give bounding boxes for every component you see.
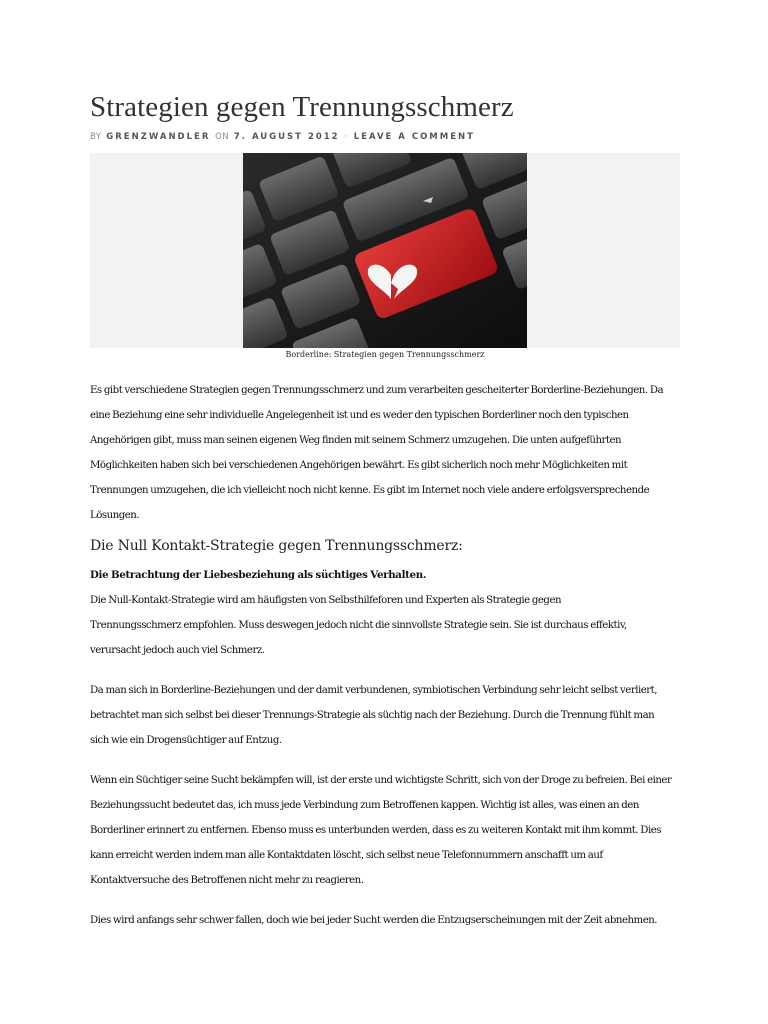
paragraph-line: Wenn ein Süchtiger seine Sucht bekämpfen will, ist der erste und wichtigste Schritt, sich von der Droge zu befreien. Bei einer <box>90 775 672 786</box>
leave-comment-link[interactable]: LEAVE A COMMENT <box>353 132 475 142</box>
author-link[interactable]: GRENZWANDLER <box>106 132 211 142</box>
section-body <box>90 563 690 933</box>
paragraph-line: Da man sich in Borderline-Beziehungen und der damit verbundenen, symbiotischen Verbindung sehr leicht selbst verliert, <box>90 685 657 696</box>
paragraph-line: Borderliner erinnert zu entfernen. Ebenso muss es unterbunden werden, dass es zu weiteren Kontakt mit ihm kommt. Dies <box>90 825 661 836</box>
intro-line: Trennungen umzugehen, die ich vielleicht noch nicht kenne. Es gibt im Internet noch viele andere erfolgsversprechende <box>90 485 650 496</box>
paragraph-line: Die Null-Kontakt-Strategie wird am häufigsten von Selbsthilfeforen und Experten als Strategie gegen <box>90 595 562 606</box>
section-heading: Die Null Kontakt-Strategie gegen Trennungsschmerz: <box>90 538 463 554</box>
intro-line: Lösungen. <box>90 510 140 521</box>
intro-paragraph <box>90 378 690 528</box>
paragraph-line: kann erreicht werden indem man alle Kontaktdaten löscht, sich selbst neue Telefonnummern anschafft um auf <box>90 850 603 861</box>
figure-caption: Borderline: Strategien gegen Trennungsschmerz <box>285 350 485 359</box>
paragraph-line: Trennungsschmerz empfohlen. Muss deswegen jedoch nicht die sinnvollste Strategie sein. Sie ist durchaus effektiv, <box>90 620 627 631</box>
paragraph-line: Beziehungssucht bedeutet das, ich muss jede Verbindung zum Betroffenen kappen. Wichtig ist alles, was einen an den <box>90 800 639 811</box>
paragraph-line: betrachtet man sich selbst bei dieser Trennungs-Strategie als süchtig nach der Beziehung. Durch die Trennung fühlt man <box>90 710 655 721</box>
post-title[interactable]: Strategien gegen Trennungsschmerz <box>90 91 514 123</box>
paragraph-line: verursacht jedoch auch viel Schmerz. <box>90 645 265 656</box>
meta-on-label: ON <box>215 132 230 142</box>
post-meta <box>90 131 475 143</box>
paragraph-line: Kontaktversuche des Betroffenen nicht mehr zu reagieren. <box>90 875 364 886</box>
keyboard-broken-heart-key-image <box>243 153 527 348</box>
date-link[interactable]: 7. AUGUST 2012 <box>233 132 340 142</box>
intro-line: eine Beziehung eine sehr individuelle Angelegenheit ist und es weder den typischen Borderliner noch den typischen <box>90 410 629 421</box>
featured-figure <box>90 153 680 348</box>
section-subheading: Die Betrachtung der Liebesbeziehung als süchtiges Verhalten. <box>90 569 427 581</box>
meta-by-label: BY <box>90 132 102 142</box>
paragraph-line: sich wie ein Drogensüchtiger auf Entzug. <box>90 735 282 746</box>
intro-line: Angehörigen gibt, muss man seinen eigenen Weg finden mit seinem Schmerz umzugehen. Die unten aufgeführten <box>90 435 622 446</box>
meta-separator: · <box>344 132 350 142</box>
intro-line: Möglichkeiten haben sich bei verschiedenen Angehörigen bewährt. Es gibt sicherlich noch mehr Möglichkeiten mit <box>90 460 628 471</box>
intro-line: Es gibt verschiedene Strategien gegen Trennungsschmerz und zum verarbeiten gescheiterter Borderline-Beziehungen. Da <box>90 385 664 396</box>
paragraph-line: Dies wird anfangs sehr schwer fallen, doch wie bei jeder Sucht werden die Entzugserscheinungen mit der Zeit abnehmen. <box>90 915 658 926</box>
